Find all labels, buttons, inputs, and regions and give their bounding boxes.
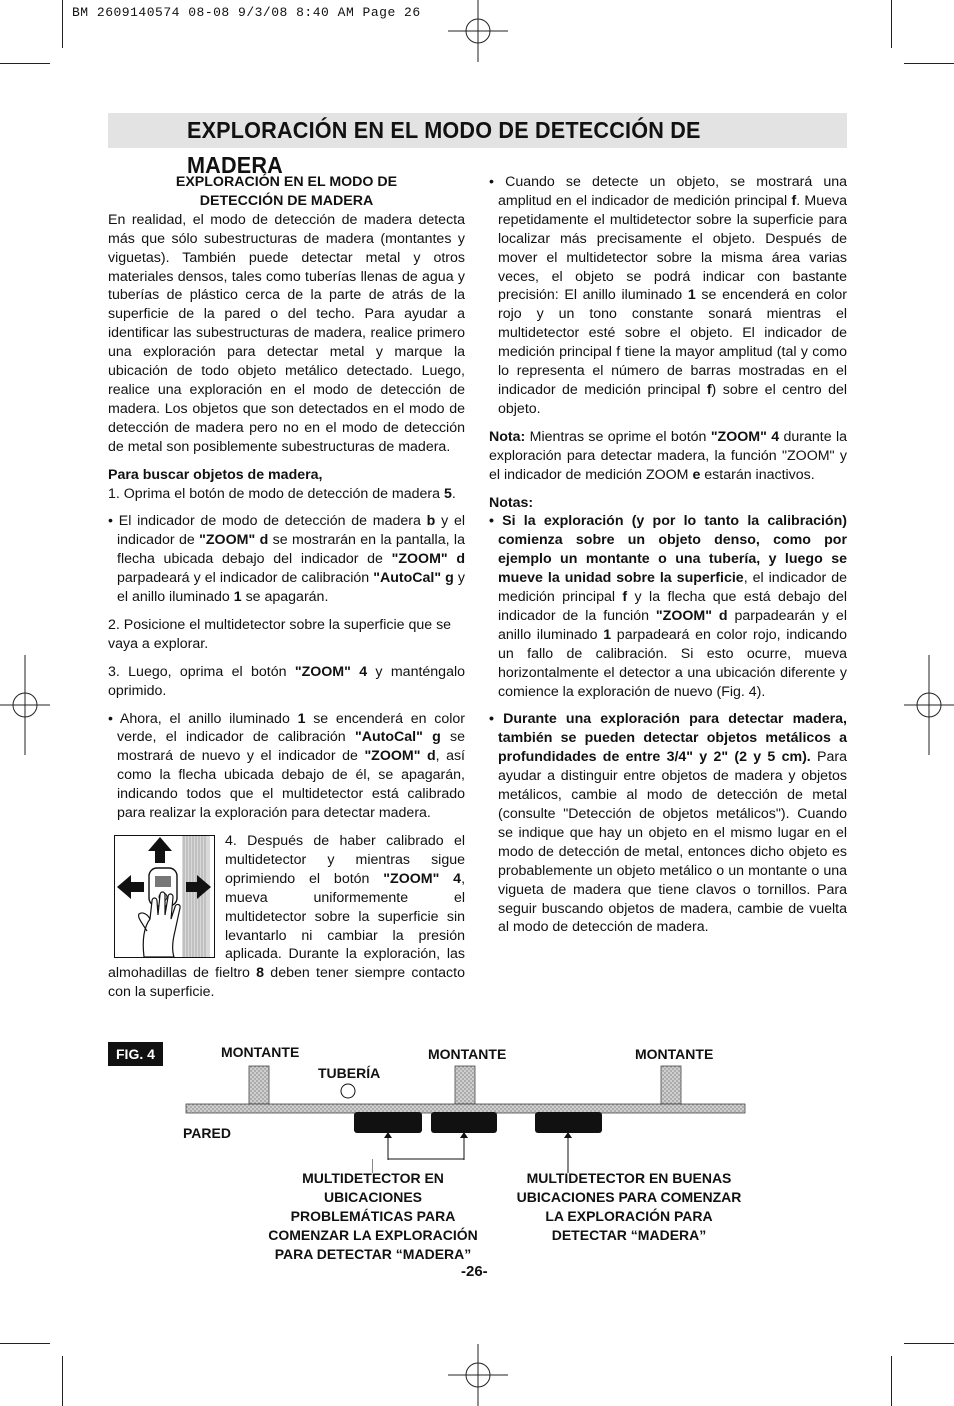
detector-good: [535, 1112, 602, 1133]
intro-paragraph: En realidad, el modo de detección de madera detecta más que sólo subestructuras de madera (montantes y viguetas). También puede detectar metal y otros materiales densos, tales como tuberías llenas de agua y tuberías de plástico cerca de la parte de atrás de la superficie de la pared o del techo. Para ayudar a identificar las subestructuras de madera, realice primero una exploración para detectar metal y marque la ubicación de todo objeto metálico detectado. Luego, realice una exploración en el modo de detección de madera. Los objetos que son detectados en el modo de detección de madera pero no en el modo de detección de metal son posiblemente subestructuras de madera.: [108, 211, 465, 455]
hand-scanning-illustration: [114, 835, 215, 958]
crop-mark: [891, 0, 892, 48]
step-4-block: [108, 832, 465, 1002]
page-title: EXPLORACIÓN EN EL MODO DE DETECCIÓN DE MADERA: [186, 117, 701, 178]
crop-mark: [62, 1356, 63, 1406]
stud-label-2: MONTANTE: [428, 1046, 507, 1062]
bullet-object-detected: • Cuando se detecte un objeto, se mostrará una amplitud en el indicador de medición principal f. Mueva repetidamente el multidetector sobre la superficie para localizar más precisamente el objeto. Después de mover el multidetector sobre la misma área varias veces, el objeto se podrá indicar con bastante precisión: El anillo iluminado 1 se encenderá en color rojo y un tono constante sonará mientras el multidetector esté sobre el objeto. El indicador de medición principal f tiene la mayor amplitud (tal y como lo representa el número de barras mostradas en el indicador de medición principal f) sobre el centro del objeto.: [489, 174, 848, 417]
step-2: 2. Posicione el multidetector sobre la superficie que se vaya a explorar.: [108, 616, 452, 652]
crop-mark: [62, 0, 63, 48]
note-metal-depth: • Durante una exploración para detectar madera, también se pueden detectar objetos metálicos a profundidades de entre 3/4" y 2" (2 y 5 cm). Para ayudar a distinguir entre objetos de madera y objetos metálicos, cambie al modo de detección de metal (consulte "Detección de objetos metálicos"). Cuando se indique que hay un objeto en el mismo lugar en el modo de detección de metal, entonces dicho objeto es probablemente un objeto metálico o un montante o una vigueta de madera que tiene clavos o tornillos. Para seguir buscando objetos de madera, cambie de vuelta al modo de detección de madera.: [489, 711, 847, 936]
bullet-calibrated: • Ahora, el anillo iluminado 1 se encenderá en color verde, el indicador de calibración "AutoCal" g se mostrará de nuevo y el indicador de "ZOOM" d, así como la flecha ubicada debajo de él, se apagarán, indicando todos que el multidetector está calibrado para realizar la exploración para detectar madera.: [108, 710, 465, 822]
wall-panel: [186, 1104, 745, 1113]
title-banner: [108, 113, 847, 178]
figure-label: FIG. 4: [108, 1042, 163, 1066]
crop-mark: [0, 1343, 50, 1344]
stud: [661, 1066, 681, 1104]
step-3: 3. Luego, oprima el botón "ZOOM" 4 y manténgalo oprimido.: [108, 663, 466, 699]
pipe-icon: [341, 1084, 355, 1098]
stud: [249, 1066, 269, 1104]
stud-label-1: MONTANTE: [221, 1044, 300, 1060]
wall-label: PARED: [183, 1125, 231, 1141]
registration-mark-icon: [0, 655, 50, 755]
note-dense-object: • Si la exploración (y por lo tanto la calibración) comienza sobre un objeto denso, como por ejemplo un montante o una tubería, y luego se mueve la unidad sobre la superficie, el indicador de medición principal f y la flecha que está debajo del indicador de la función "ZOOM" d parpadearán y el anillo iluminado 1 parpadeará en color rojo, indicando un fallo de calibración. Si esto ocurre, mueva horizontalmente el detector a una ubicación diferente y comience la exploración de nuevo (Fig. 4).: [489, 513, 847, 700]
note-paragraph: Nota: Mientras se oprime el botón "ZOOM" 4 durante la exploración para detectar madera, la función "ZOOM" y el indicador de medición ZOOM e estarán inactivos.: [489, 428, 848, 483]
detector-bad-1: [354, 1112, 422, 1133]
bad-locations-caption: MULTIDETECTOR EN UBICACIONES PROBLEMÁTICAS PARA COMENZAR LA EXPLORACIÓN PARA DETECTAR “MADERA”: [268, 1170, 478, 1262]
crop-mark: [891, 1356, 892, 1406]
find-heading: Para buscar objetos de madera,: [108, 466, 323, 483]
registration-mark-icon: [904, 655, 954, 755]
registration-mark-icon: [448, 1344, 508, 1406]
right-column: [489, 173, 847, 937]
wall-diagram: [180, 1060, 750, 1160]
left-column: [108, 173, 465, 1002]
stud-label-3: MONTANTE: [635, 1046, 714, 1062]
step-1: 1. Oprima el botón de modo de detección de madera 5.: [108, 485, 456, 502]
page-number: -26-: [461, 1263, 488, 1280]
bullet-indicators: • El indicador de modo de detección de madera b y el indicador de "ZOOM" d se mostrarán en la pantalla, la flecha ubicada debajo del indicador de "ZOOM" d parpadeará y el indicador de calibración "AutoCal" g y el anillo iluminado 1 se apagarán.: [108, 513, 465, 606]
stud: [455, 1066, 475, 1104]
notes-heading: Notas:: [489, 494, 534, 511]
good-locations-caption: MULTIDETECTOR EN BUENAS UBICACIONES PARA COMENZAR LA EXPLORACIÓN PARA DETECTAR “MADERA”: [516, 1170, 742, 1243]
print-slug: BM 2609140574 08-08 9/3/08 8:40 AM Page 26: [72, 5, 421, 20]
detector-bad-2: [431, 1112, 497, 1133]
step-4: 4. Después de haber calibrado el multidetector y mientras sigue oprimiendo el botón "ZOOM" 4, mueva uniformemente el multidetector sobre la superficie sin levantarlo ni cambiar la presión aplicada. Durante la exploración, las almohadillas de fieltro 8 deben tener siempre contacto con la superficie.: [108, 833, 465, 1001]
section-heading: EXPLORACIÓN EN EL MODO DE DETECCIÓN DE MADERA: [175, 174, 398, 209]
crop-mark: [0, 63, 50, 64]
crop-mark: [904, 1343, 954, 1344]
pipe-label: TUBERÍA: [318, 1065, 381, 1081]
registration-mark-icon: [448, 0, 508, 62]
crop-mark: [904, 63, 954, 64]
